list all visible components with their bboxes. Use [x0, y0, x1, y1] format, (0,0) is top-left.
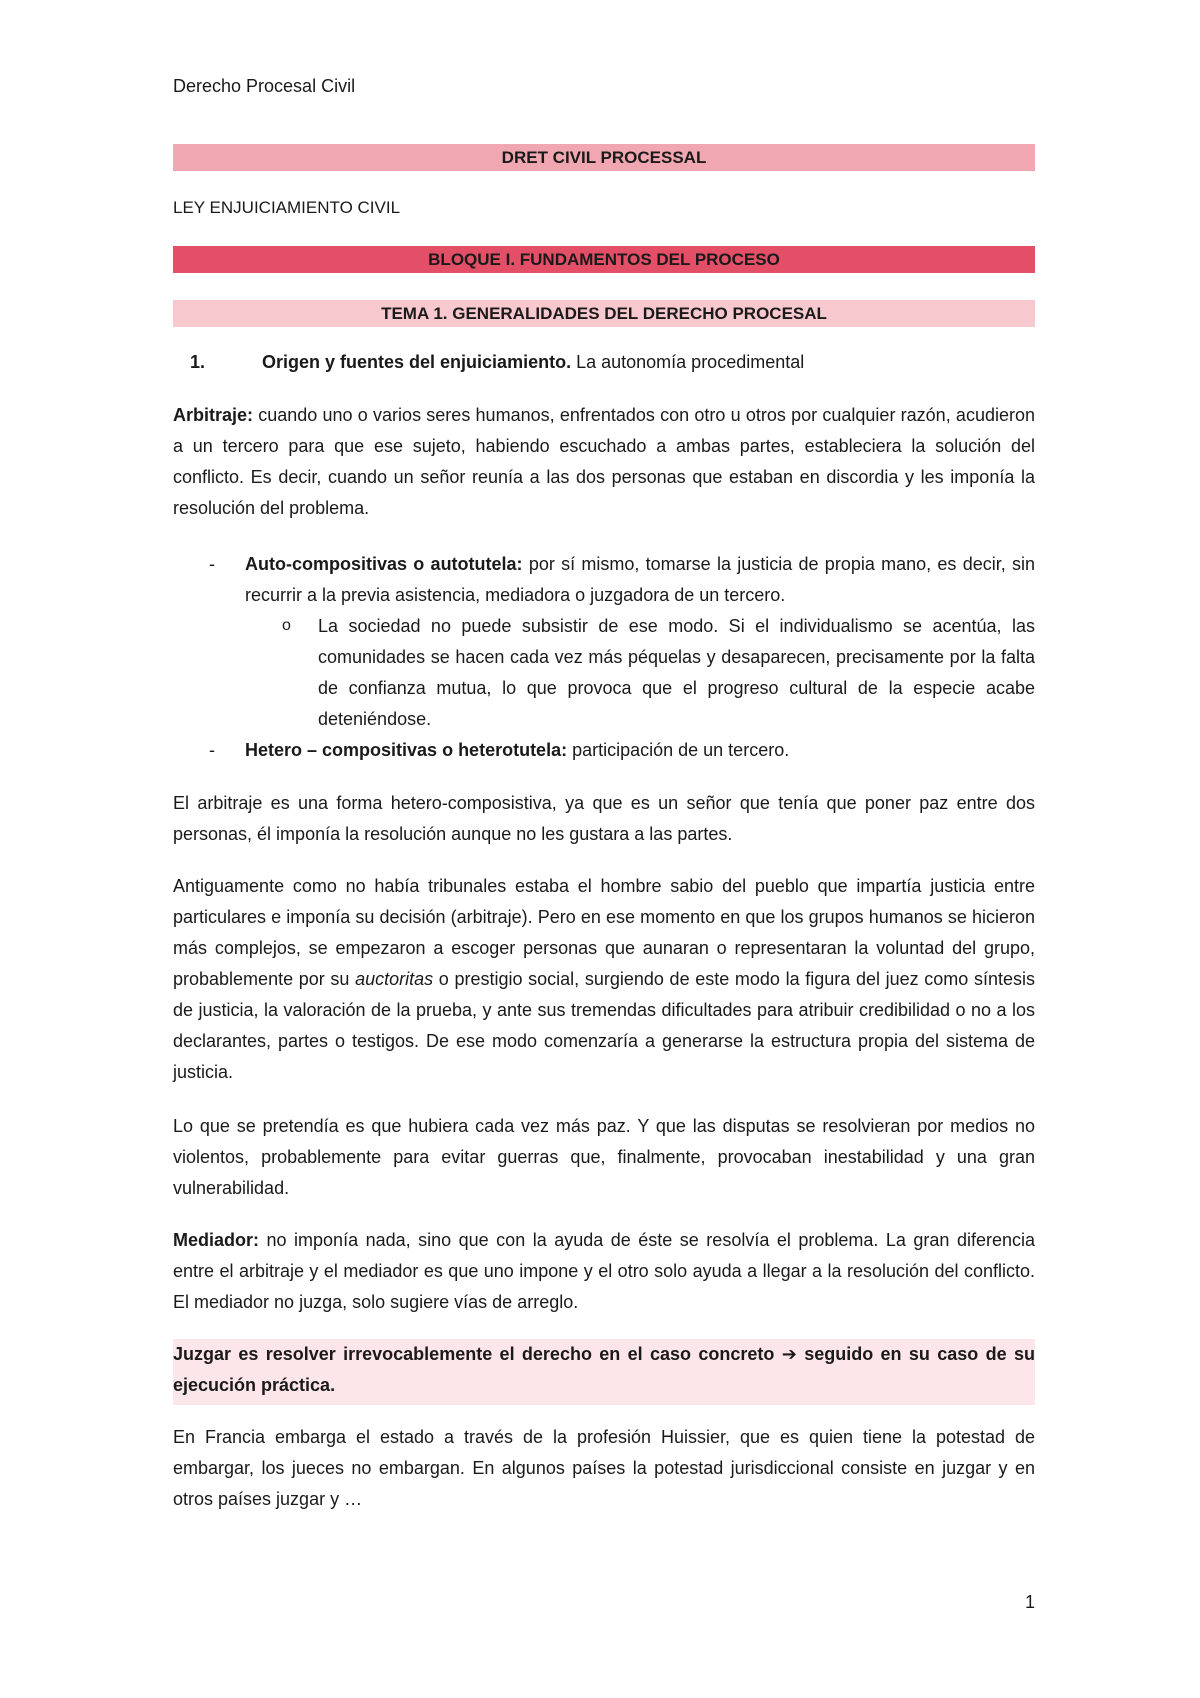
band-title: TEMA 1. GENERALIDADES DEL DERECHO PROCESAL [381, 304, 827, 323]
running-header: Derecho Procesal Civil [173, 76, 356, 96]
band-title: DRET CIVIL PROCESSAL [501, 148, 707, 167]
arbitraje-text: cuando uno o varios seres humanos, enfrentados con otro u otros por cualquier razón, acudieron a un tercero para que ese sujeto, habiendo escuchado a ambas partes, estableciera la solución del conflicto. Es decir, cuando un señor reunía a las dos personas que estaban en discordia y les imponía la resolución del problema. [173, 405, 1035, 518]
bullet-text: por sí mismo, tomarse la justicia de propia mano, es decir, sin recurrir a la previa asistencia, mediadora o juzgadora de un tercero. [245, 554, 1035, 605]
juzgar-text-before: Juzgar es resolver irrevocablemente el derecho en el caso concreto [173, 1344, 782, 1364]
term-hetero-compositivas: Hetero – compositivas o heterotutela: [245, 740, 568, 760]
paragraph-paz: Lo que se pretendía es que hubiera cada vez más paz. Y que las disputas se resolvieran por medios no violentos, probablemente para evitar guerras que, finalmente, provocaban inestabilidad y una gran vulnerabilidad. [173, 1116, 1035, 1198]
paragraph-francia: En Francia embarga el estado a través de la profesión Huissier, que es quien tiene la potestad de embargar, los jueces no embargan. En algunos países la potestad jurisdiccional consiste en juzgar y en otros países juzgar y … [173, 1427, 1035, 1509]
highlight-juzgar [173, 1339, 1035, 1405]
juzgar-text-after: seguido en su caso de su ejecución práctica. [173, 1344, 1035, 1395]
law-title: LEY ENJUICIAMIENTO CIVIL [173, 198, 401, 217]
bullet-marker: - [209, 740, 215, 760]
sub-bullet-sociedad [318, 611, 1035, 735]
title-band-dret-civil [173, 144, 1035, 171]
sub-bullet-text: La sociedad no puede subsistir de ese modo. Si el individualismo se acentúa, las comunidades se hacen cada vez más péquelas y desaparecen, precisamente por la falta de confianza mutua, lo que provoca que el progreso cultural de la especie acabe deteniéndose. [318, 616, 1035, 729]
title-band-bloque [173, 246, 1035, 273]
section-number: 1. [190, 352, 206, 372]
paragraph-mediador [173, 1225, 1035, 1318]
antiguamente-text-before: Antiguamente como no había tribunales estaba el hombre sabio del pueblo que impartía justicia entre particulares e imponía su decisión (arbitraje). Pero en ese momento en que los grupos humanos se hicieron más complejos, se empezaron a escoger personas que aunaran o representaran la voluntad del grupo, probablemente por su [173, 876, 1035, 989]
auctoritas-term: auctoritas [355, 969, 434, 989]
paragraph-arbitraje [173, 400, 1035, 524]
section-title-bold: Origen y fuentes del enjuiciamiento. [262, 352, 572, 372]
paragraph-hetero: El arbitraje es una forma hetero-composistiva, ya que es un señor que tenía que poner paz entre dos personas, él imponía la resolución aunque no les gustara a las partes. [173, 793, 1035, 844]
antiguamente-text-after: o prestigio social, surgiendo de este modo la figura del juez como síntesis de justicia, la valoración de la prueba, y ante sus tremendas dificultades para atribuir credibilidad o no a los declarantes, partes o testigos. De ese modo comenzaría a generarse la estructura propia del sistema de justicia. [173, 969, 1035, 1082]
term-arbitraje: Arbitraje: [173, 405, 254, 425]
section-title-rest: La autonomía procedimental [576, 352, 805, 372]
title-band-tema [173, 300, 1035, 327]
bullet-marker: - [209, 554, 215, 574]
page-number: 1 [1025, 1592, 1036, 1612]
mediador-text: no imponía nada, sino que con la ayuda de éste se resolvía el problema. La gran diferencia entre el arbitraje y el mediador es que uno impone y el otro solo ayuda a llegar a la resolución del conflicto. El mediador no juzga, solo sugiere vías de arreglo. [173, 1230, 1035, 1312]
sub-bullet-marker: o [282, 617, 291, 634]
term-mediador: Mediador: [173, 1230, 260, 1250]
band-title: BLOQUE I. FUNDAMENTOS DEL PROCESO [428, 250, 780, 269]
bullet-auto-compositivas [245, 549, 1035, 611]
bullet-text: participación de un tercero. [567, 740, 790, 760]
section-heading [190, 352, 804, 373]
paragraph-antiguamente [173, 871, 1035, 1088]
term-auto-compositivas: Auto-compositivas o autotutela: [245, 554, 523, 574]
bullet-hetero-compositivas [245, 735, 1035, 766]
arrow-right-icon: ➔ [781, 1344, 797, 1364]
